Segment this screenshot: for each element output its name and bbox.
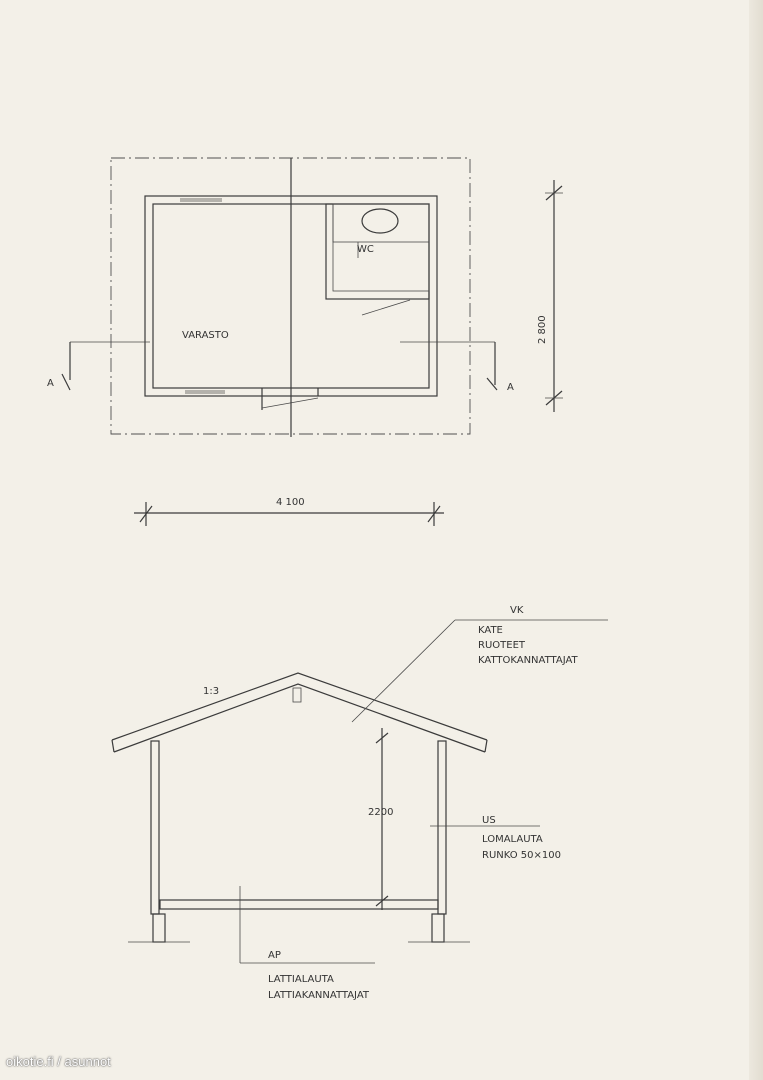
wall-right bbox=[438, 741, 446, 914]
roof-layer-1: KATE bbox=[478, 625, 503, 636]
dim-height-label: 2200 bbox=[368, 807, 394, 818]
floor-layer-1: LATTIALAUTA bbox=[268, 974, 334, 985]
wall-layer-2: RUNKO 50×100 bbox=[482, 850, 561, 861]
roof-bottom bbox=[114, 684, 485, 752]
building-section bbox=[112, 605, 608, 1001]
dim-depth-label: 2 800 bbox=[537, 315, 548, 344]
room-wc-label: WC bbox=[357, 244, 374, 255]
watermark: oikotie.fi / asunnot bbox=[6, 1054, 111, 1069]
ridge-beam bbox=[293, 688, 301, 702]
roof-title: VK bbox=[510, 605, 524, 616]
dimension-depth bbox=[537, 180, 563, 412]
floor-plan bbox=[47, 158, 514, 437]
section-mark-right: A bbox=[507, 382, 514, 393]
section-mark-left: A bbox=[47, 378, 54, 389]
dimension-width bbox=[134, 497, 444, 526]
roof-leader bbox=[352, 620, 455, 722]
post-right bbox=[432, 914, 444, 942]
door-swing bbox=[262, 398, 318, 408]
roof-layer-2: RUOTEET bbox=[478, 640, 525, 651]
toilet-bowl bbox=[362, 209, 398, 233]
post-left bbox=[153, 914, 165, 942]
wall-left bbox=[151, 741, 159, 914]
roof-pitch-label: 1:3 bbox=[203, 686, 220, 697]
toilet-cistern bbox=[333, 204, 429, 242]
floor-slab bbox=[160, 900, 438, 909]
dim-width-label: 4 100 bbox=[276, 497, 305, 508]
wall-layer-1: LOMALAUTA bbox=[482, 834, 543, 845]
roof-layer-3: KATTOKANNATTAJAT bbox=[478, 655, 578, 666]
wc-door-swing bbox=[362, 300, 410, 315]
room-storage-label: VARASTO bbox=[182, 330, 229, 341]
roof-top bbox=[112, 673, 487, 740]
wc-wall bbox=[326, 204, 429, 299]
wall-title: US bbox=[482, 815, 496, 826]
floor-title: AP bbox=[268, 950, 281, 961]
floor-layer-2: LATTIAKANNATTAJAT bbox=[268, 990, 369, 1001]
